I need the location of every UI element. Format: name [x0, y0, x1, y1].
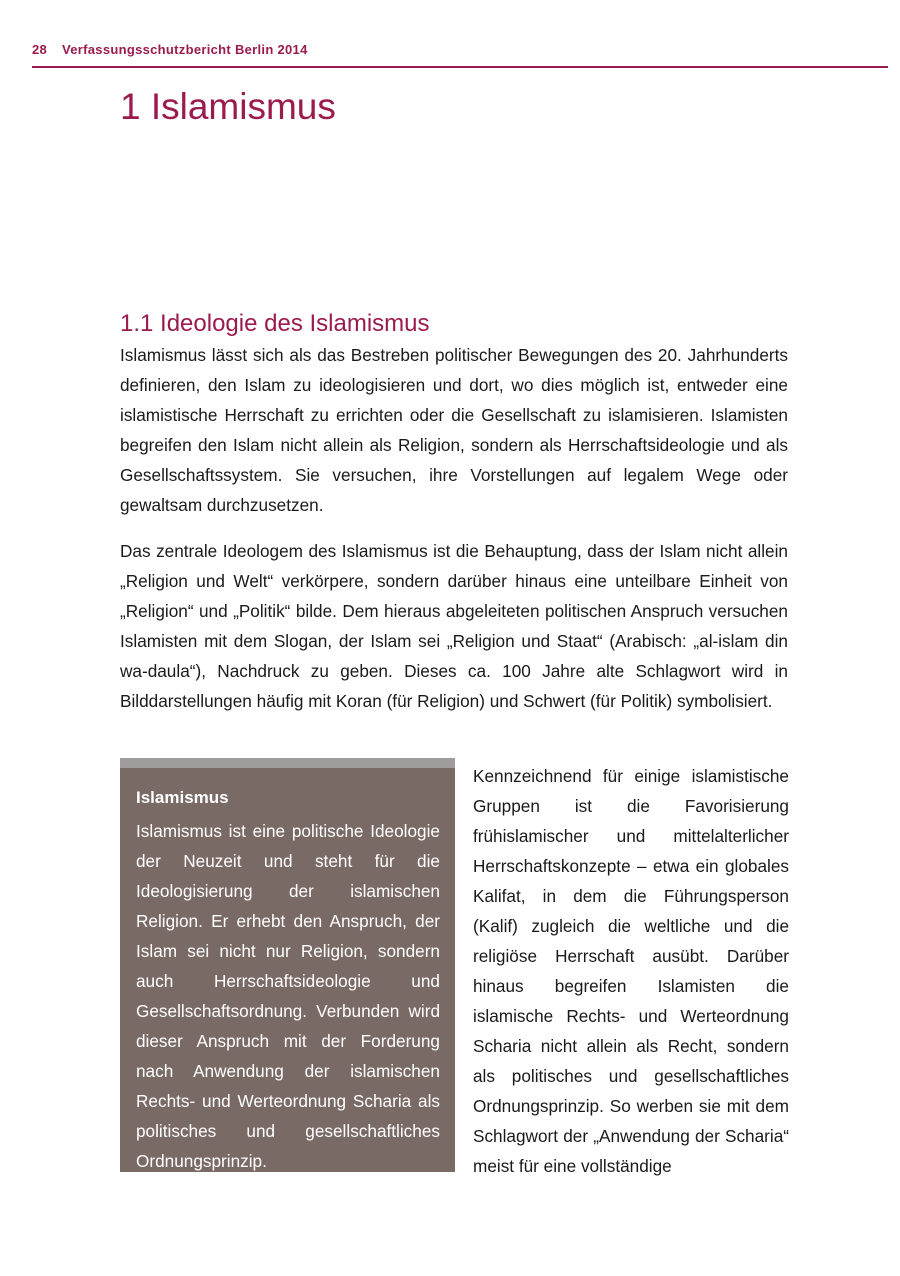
definition-box-title: Islamismus	[136, 788, 229, 807]
definition-box	[120, 758, 455, 1172]
definition-box-text: Islamismus ist eine politische Ideologie der Neuzeit und steht für die Ideologisierung der islamischen Religion. Er erhebt den Anspruch, der Islam sei nicht nur Religion, sondern auch Herrschaftsideologie und Gesellschaftsordnung. Verbunden wird dieser Anspruch mit der Forderung nach Anwendung der islamischen Rechts- und Werteordnung Scharia als politisches und gesellschaftliches Ordnungsprinzip.	[136, 821, 440, 1171]
body-paragraph-2: Das zentrale Ideologem des Islamismus ist die Behauptung, dass der Islam nicht allein „Religion und Welt“ verkörpere, sondern darüber hinaus eine unteilbare Einheit von „Religion“ und „Politik“ bilde. Dem hieraus abgeleiteten politischen Anspruch versuchen Islamisten mit dem Slogan, der Islam sei „Religion und Staat“ (Arabisch: „al-islam din wa-daula“), Nachdruck zu geben. Dieses ca. 100 Jahre alte Schlagwort wird in Bilddarstellungen häufig mit Koran (für Religion) und Schwert (für Politik) symbolisiert.	[120, 541, 788, 711]
body-paragraph-1: Islamismus lässt sich als das Bestreben politischer Bewegungen des 20. Jahrhunderts definieren, den Islam zu ideologisieren und dort, wo dies möglich ist, entweder eine islamistische Herrschaft zu errichten oder die Gesellschaft zu islamisieren. Islamisten begreifen den Islam nicht allein als Religion, sondern als Herrschaftsideologie und als Gesellschaftssystem. Sie versuchen, ihre Vorstellungen auf legalem Wege oder gewaltsam durchzusetzen.	[120, 345, 788, 515]
running-header	[32, 40, 888, 68]
right-column-paragraph: Kennzeichnend für einige islamistische Gruppen ist die Favorisierung frühislamischer und mittelalterlicher Herrschaftskonzepte – etwa ein globales Kalifat, in dem die Führungsperson (Kalif) zugleich die weltliche und die religiöse Herrschaft ausübt. Darüber hinaus begreifen Islamisten die islamische Rechts- und Werteordnung Scharia nicht allein als Recht, sondern als politisches und gesellschaftliches Ordnungsprinzip. So werben sie mit dem Schlagwort der „Anwendung der Scharia“ meist für eine vollständige	[473, 766, 789, 1176]
running-title: Verfassungsschutzbericht Berlin 2014	[62, 42, 308, 57]
page-number: 28	[32, 42, 48, 57]
chapter-title: 1 Islamismus	[120, 86, 336, 127]
section-title: 1.1 Ideologie des Islamismus	[120, 310, 430, 337]
